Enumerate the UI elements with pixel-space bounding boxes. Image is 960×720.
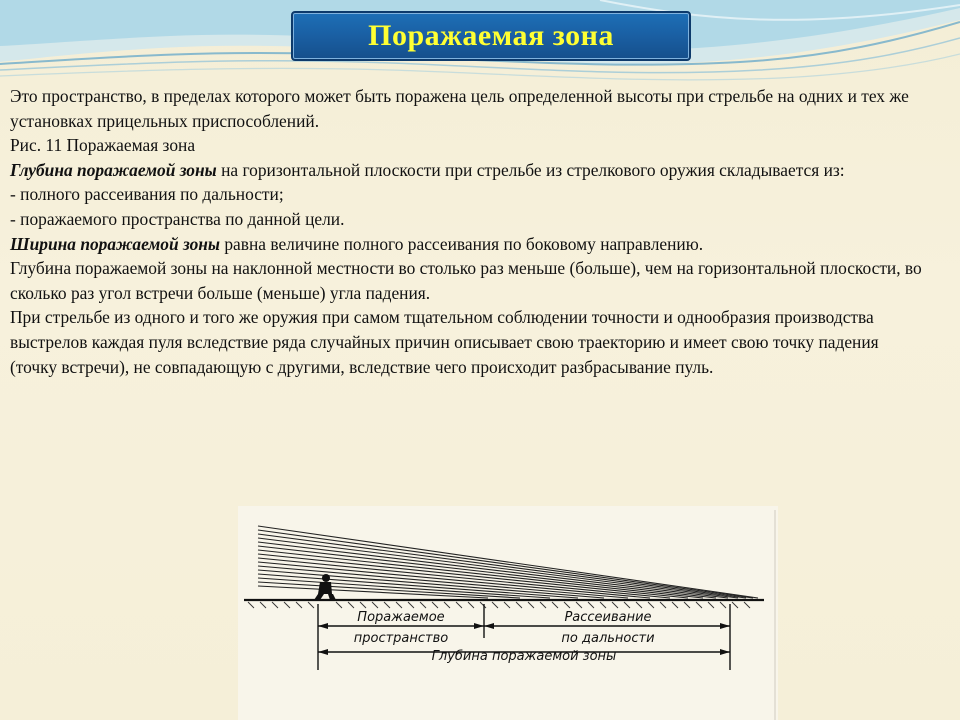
label-hit-space-line1: Поражаемое [357,610,445,625]
width-term: Ширина поражаемой зоны [10,233,220,254]
slope-paragraph: Глубина поражаемой зоны на наклонной местности во столько раз меньше (больше), чем на горизонтальной плоскости, во сколько раз угол встречи больше (меньше) угла падения. [10,258,922,303]
dispersion-paragraph: При стрельбе из одного и того же оружия при самом тщательном соблюдении точности и однообразия производства выстрелов каждая пуля вследствие ряда случайных причин описывает свою траекторию и имеет свою точку падения (точку встречи), не совпадающую с другими, вследствие чего происходит разбрасывание пуль. [10,307,879,377]
definition-paragraph: Это пространство, в пределах которого может быть поражена цель определенной высоты при стрельбе на одних и тех же установках прицельных приспособлений. [10,86,909,131]
slide-title: Поражаемая зона [368,19,614,52]
depth-description: на горизонтальной плоскости при стрельбе из стрелкового оружия складывается из: [216,159,845,180]
width-description: равна величине полного рассеивания по боковому направлению. [220,233,704,254]
figure-caption: Рис. 11 Поражаемая зона [10,135,196,156]
label-zone-depth: Глубина поражаемой зоны [431,649,617,664]
label-dispersion-line1: Рассеивание [564,610,652,625]
list-item-space: - поражаемого пространства по данной цели. [10,208,345,229]
title-box [291,11,691,61]
hit-zone-figure [238,506,778,720]
label-dispersion-line2: по дальности [561,631,655,646]
width-paragraph [10,232,930,257]
depth-term: Глубина поражаемой зоны [10,159,217,180]
label-hit-space-line2: пространство [353,631,449,646]
depth-paragraph [10,158,930,183]
list-item-dispersion: - полного рассеивания по дальности; [10,184,284,205]
body-text [10,84,930,379]
